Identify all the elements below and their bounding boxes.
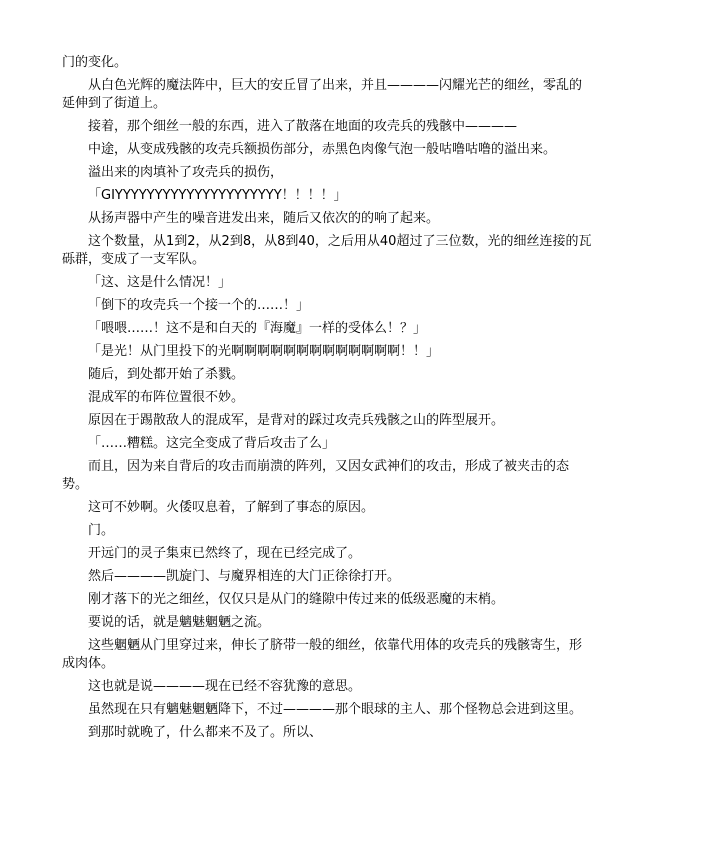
paragraph: 这可不妙啊。火倭叹息着，了解到了事态的原因。 — [88, 500, 375, 515]
paragraph: 门的变化。 — [62, 55, 128, 70]
paragraph: 然后————凯旋门、与魔界相连的大门正徐徐打开。 — [88, 569, 401, 584]
dialogue-line: 「是光！从门里投下的光啊啊啊啊啊啊啊啊啊啊啊啊啊！！」 — [88, 344, 440, 359]
paragraph: 接着，那个细丝一般的东西，进入了散落在地面的攻壳兵的残骸中———— — [88, 119, 518, 134]
paragraph: 混成军的布阵位置很不妙。 — [88, 390, 245, 405]
paragraph: 这也就是说————现在已经不容犹豫的意思。 — [88, 679, 362, 694]
paragraph: 随后，到处都开始了杀戮。 — [88, 367, 245, 382]
paragraph: 开远门的灵子集束已然终了，现在已经完成了。 — [88, 546, 362, 561]
dialogue-line: 「这、这是什么情况！」 — [88, 275, 232, 290]
paragraph: 这个数量，从1到2，从2到8，从8到40，之后用从40超过了三位数，光的细丝连接的瓦砾群，变成了一支军队。 — [62, 234, 592, 267]
dialogue-line: 「GIYYYYYYYYYYYYYYYYYYYYY！！！！」 — [88, 188, 347, 203]
dialogue-line: 「……糟糕。这完全变成了背后攻击了么」 — [88, 436, 336, 451]
document-page — [62, 54, 592, 747]
paragraph: 刚才落下的光之细丝，仅仅只是从门的缝隙中传过来的低级恶魔的末梢。 — [88, 592, 505, 607]
paragraph: 虽然现在只有魑魅魍魉降下，不过————那个眼球的主人、那个怪物总会进到这里。 — [88, 702, 583, 717]
paragraph: 而且，因为来自背后的攻击而崩溃的阵列，又因女武神们的攻击，形成了被夹击的态势。 — [62, 459, 570, 492]
dialogue-line: 「喂喂……！这不是和白天的『海魔』一样的受体么！？」 — [88, 321, 427, 336]
paragraph: 这些魍魉从门里穿过来，伸长了脐带一般的细丝，依靠代用体的攻壳兵的残骸寄生，形成肉体。 — [62, 638, 583, 671]
paragraph: 中途，从变成残骸的攻壳兵额损伤部分，赤黑色肉像气泡一般咕噜咕噜的溢出来。 — [88, 142, 557, 157]
paragraph: 从白色光辉的魔法阵中，巨大的安丘冒了出来，并且————闪耀光芒的细丝，零乱的延伸到了街道上。 — [62, 78, 583, 111]
paragraph: 从扬声器中产生的噪音进发出来，随后又依次的的响了起来。 — [88, 211, 440, 226]
paragraph: 要说的话，就是魑魅魍魉之流。 — [88, 615, 271, 630]
paragraph: 门。 — [88, 523, 115, 538]
paragraph: 原因在于踢散敌人的混成军，是背对的踩过攻壳兵残骸之山的阵型展开。 — [88, 413, 505, 428]
dialogue-line: 「倒下的攻壳兵一个接一个的……！」 — [88, 298, 310, 313]
paragraph: 到那时就晚了，什么都来不及了。所以、 — [88, 725, 323, 740]
paragraph: 溢出来的肉填补了攻壳兵的损伤， — [88, 165, 284, 180]
